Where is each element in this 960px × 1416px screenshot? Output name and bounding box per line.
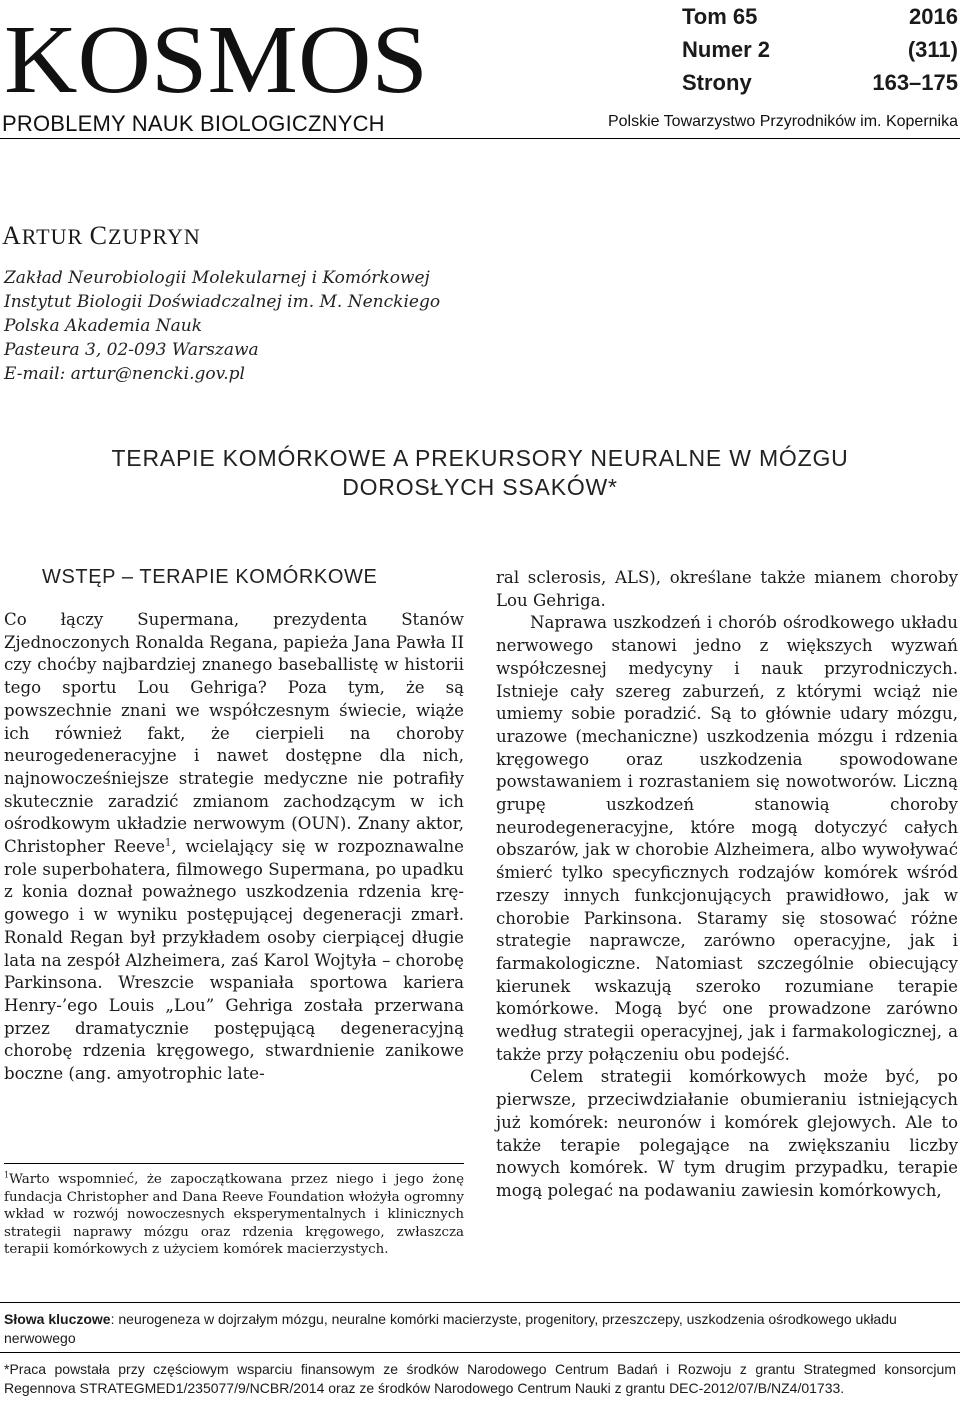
- pages-row: [682, 66, 958, 99]
- header-rule: [0, 138, 960, 139]
- body-paragraph: Celem strategii komórkowych może być, po pierwsze, przeciwdziałanie obumieraniu istniejących już komórek: neuronów i komórek glejowych. Ale to także terapie polegające na zwiększaniu liczby nowych komórek. W tym drugim przypadku, terapie mogą polegać na podawaniu zawiesin komórkowych,: [496, 1067, 958, 1200]
- pages: 163–175: [872, 70, 958, 95]
- body-paragraph: Naprawa uszkodzeń i chorób ośrodkowego układu nerwowego stanowi jedno z większych wyzwań współczesnej medycyny i nauk przyrodniczych. Istnieje cały szereg zaburzeń, z którymi wciąż nie umiemy sobie poradzić. Są to głównie udary mózgu, urazowe (mechaniczne) uszkodzenia mózgu i rdzenia kręgowego oraz uszkodzenia spowodowane powstawaniem i rozrastaniem się nowotworów. Liczną grupę uszkodzeń stanowią choroby neurodegeneracyjne, które mogą dotyczyć całych obszarów, jak w chorobie Alzheimera, albo wywoływać śmierć tylko specyficznych rodzajów komórek wśród rzeszy innych funkcjonujących prawidłowo, jak w chorobie Parkinsona. Staramy się stosować różne strategie naprawcze, zarówno operacyjne, jak i farmakologiczne. Natomiast szczególnie obiecujący kierunek wskazują szeroko rozumiane terapie komórkowe. Mogą być one prowadzone zarówno według strategii operacyjnej, jak i farmakologicznej, a także przy połączeniu obu podejść.: [496, 613, 958, 1064]
- issue-number: (311): [907, 37, 958, 62]
- grant-rule: [0, 1352, 960, 1353]
- journal-logo: [4, 14, 430, 100]
- footnote-ref[interactable]: 1: [165, 837, 172, 849]
- section-heading: WSTĘP – TERAPIE KOMÓRKOWE: [42, 566, 378, 588]
- journal-subtitle: PROBLEMY NAUK BIOLOGICZNYCH: [2, 111, 385, 136]
- volume-row: [682, 0, 958, 33]
- society-name: Polskie Towarzystwo Przyrodników im. Kopernika: [607, 113, 958, 130]
- keywords-rule: [0, 1302, 960, 1303]
- issue-meta: [682, 0, 958, 99]
- year: 2016: [909, 4, 958, 29]
- affiliation-line: Zakład Neurobiologii Molekularnej i Komórkowej: [4, 268, 430, 288]
- issue-row: [682, 33, 958, 66]
- right-column: [496, 567, 958, 1203]
- footnote-marker: 1: [4, 1170, 10, 1180]
- volume-label: Tom 65: [682, 4, 758, 29]
- footnote-rule: [4, 1163, 464, 1164]
- issue-label: Numer 2: [682, 37, 771, 62]
- affiliation-line: Polska Akademia Nauk: [4, 316, 202, 336]
- author-affiliation: [4, 266, 440, 386]
- body-paragraph: Co łączy Supermana, prezydenta Stanów Zjednoczonych Ronalda Regana, papieża Jana Pawła II czy choćby najbardziej znanego baseballistę w historii tego sportu Lou Gehriga? Poza tym, że są powszechnie znani we współczesnym świecie, wiąże ich również fakt, że cierpieli na choroby neurogedeneracyjne i nawet dostępne dla nich, najnowocześniejsze strategie medyczne nie potrafiły skutecznie zaradzić zmianom zachodzącym w ich ośrodkowym układzie nerwowym (OUN). Znany aktor, Christopher Reeve$^1$, wcielający się w rozpoznawalne role superbohatera, filmowego Supermana, po upadku z konia doznał poważnego uszkodzenia rdzenia kręgowego i w wyniku postępującej degeneracji zmarł. Ronald Regan był przykładem osoby cierpiącej długie lata na zespół Alzheimera, zaś Karol Wojtyła – chorobę Parkinsona. Wreszcie wspaniała sportowa kariera Henry-’ego Louis „Lou” Gehriga została przerwana przez dramatycznie postępującą degeneracyjną chorobę rdzenia kręgowego, stwardnienie zanikowe boczne (ang. amyotrophic late-: [4, 610, 465, 1084]
- keywords: Słowa kluczowe: neurogeneza w dojrzałym mózgu, neuralne komórki macierzyste, progenitory, przeszczepy, uszkodzenia ośrodkowego układu nerwowego: [4, 1311, 897, 1346]
- author-email: E-mail: artur@nencki.gov.pl: [4, 364, 245, 384]
- author-name: ARTUR CZUPRYN: [2, 221, 201, 250]
- grant-note: *Praca powstała przy częściowym wsparciu finansowym ze środków Narodowego Centrum Badań i Rozwoju z grantu Strategmed konsorcjum Regennova STRATEGMED1/235077/9/NCBR/2014 oraz ze środków Narodowego Centrum Nauki z grantu DEC-2012/07/B/NZ4/01733.: [4, 1361, 956, 1396]
- left-column: [4, 609, 464, 1086]
- affiliation-line: Instytut Biologii Doświadczalnej im. M. Nenckiego: [4, 292, 441, 312]
- pages-label: Strony: [682, 70, 752, 95]
- affiliation-line: Pasteura 3, 02-093 Warszawa: [4, 340, 259, 360]
- article-title: TERAPIE KOMÓRKOWE A PREKURSORY NEURALNE W MÓZGU DOROSŁYCH SSAKÓW*: [111, 445, 849, 500]
- logo-text: KOSMOS: [4, 14, 428, 100]
- keywords-label: Słowa kluczowe: [4, 1311, 111, 1327]
- body-paragraph: ral sclerosis, ALS), określane także mianem choroby Lou Gehriga.: [496, 568, 958, 610]
- footnote: $^1$Warto wspomnieć, że zapoczątkowana przez niego i jego żonę fundacja Christopher and Dana Reeve Foundation włożyła ogromny wkład w rozwój nowoczesnych eksperymentalnych i klinicznych strategii naprawy mózgu oraz rdzenia kręgowego, zwłaszcza terapii komórkowych z użyciem komórek macierzystych.: [4, 1170, 464, 1258]
